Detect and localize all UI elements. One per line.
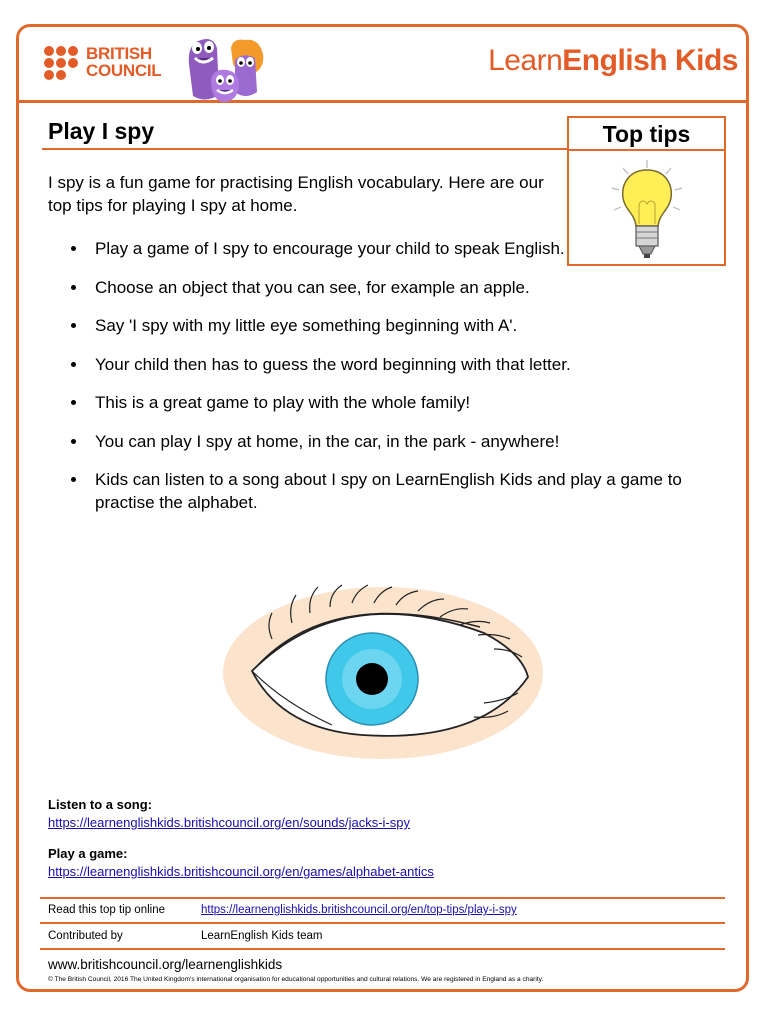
bullet-icon — [71, 439, 76, 444]
intro-paragraph: I spy is a fun game for practising English vocabulary. Here are our top tips for playing I spy at home. — [48, 173, 544, 215]
british-council-logo — [44, 44, 174, 84]
header-divider — [18, 100, 749, 103]
list-item: Your child then has to guess the word beginning with that letter. — [48, 353, 708, 376]
bc-wordmark: BRITISH COUNCIL — [86, 44, 162, 80]
bc-dots-icon — [44, 44, 84, 80]
monster-mascots-icon — [183, 34, 273, 106]
contributed-by-label: Contributed by — [48, 930, 123, 942]
footer-rule — [40, 922, 725, 924]
page-title: Play I spy — [48, 118, 155, 144]
learnenglish-kids-logo: LearnEnglish Kids — [488, 44, 738, 77]
read-online-link[interactable]: https://learnenglishkids.britishcouncil.org/en/top-tips/play-i-spy — [201, 904, 517, 916]
game-label: Play a game: — [48, 846, 128, 861]
list-item: Play a game of I spy to encourage your child to speak English. — [48, 237, 708, 260]
list-item: This is a great game to play with the whole family! — [48, 391, 708, 414]
copyright-text: © The British Council, 2016 The United Kingdom's international organisation for educational opportunities and cultural relations. We are registered in England as a charity. — [48, 976, 544, 983]
footer-rule — [40, 948, 725, 950]
eye-illustration — [222, 583, 544, 761]
list-item: Say 'I spy with my little eye something beginning with A'. — [48, 314, 708, 337]
bullet-icon — [71, 477, 76, 482]
bullet-icon — [71, 285, 76, 290]
song-label: Listen to a song: — [48, 797, 152, 812]
game-link[interactable]: https://learnenglishkids.britishcouncil.org/en/games/alphabet-antics — [48, 864, 434, 879]
top-tips-title: Top tips — [569, 118, 724, 151]
bullet-icon — [71, 246, 76, 251]
tips-list — [48, 237, 708, 530]
footer-website[interactable]: www.britishcouncil.org/learnenglishkids — [48, 957, 283, 972]
bullet-icon — [71, 323, 76, 328]
bullet-icon — [71, 400, 76, 405]
song-link[interactable]: https://learnenglishkids.britishcouncil.org/en/sounds/jacks-i-spy — [48, 815, 411, 830]
list-item: Choose an object that you can see, for example an apple. — [48, 276, 708, 299]
footer-rule — [40, 897, 725, 899]
bullet-icon — [71, 362, 76, 367]
list-item: You can play I spy at home, in the car, in the park - anywhere! — [48, 430, 708, 453]
title-divider — [42, 148, 568, 150]
contributed-by-value: LearnEnglish Kids team — [201, 930, 323, 942]
read-online-label: Read this top tip online — [48, 904, 165, 916]
list-item: Kids can listen to a song about I spy on LearnEnglish Kids and play a game to practise the alphabet. — [48, 468, 708, 514]
